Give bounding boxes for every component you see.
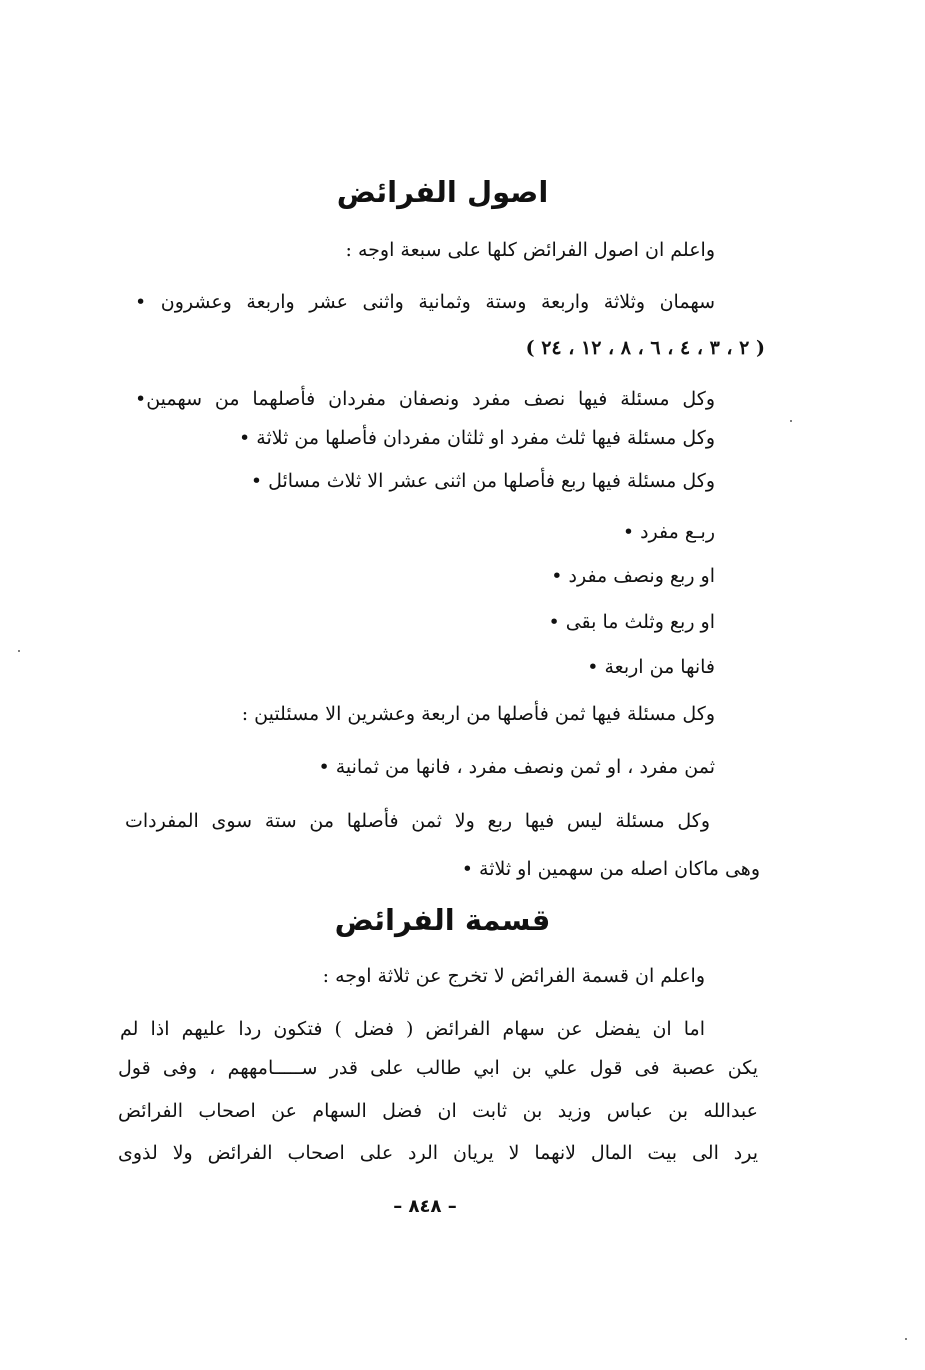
paragraph-line: فانها من اربعة • [587,656,715,678]
scan-speck [790,420,792,422]
section-title-qismat-al-faraid: قسمة الفرائض [334,903,551,937]
paragraph-line: عبدالله بن عباس وزيد بن ثابت ان فضل السهام عن اصحاب الفرائض [118,1100,758,1122]
paragraph-line: وكل مسئلة فيها ثلث مفرد او ثلثان مفردان فأصلها من ثلاثة • [239,427,715,449]
paragraph-line: او ربع وثلث ما بقى • [548,611,715,633]
numbers-line: ( ٢ ، ٣ ، ٤ ، ٦ ، ٨ ، ١٢ ، ٢٤ ) [525,337,765,359]
paragraph-line: واعلم ان اصول الفرائض كلها على سبعة اوجه : [345,239,715,261]
paragraph-line: وهى ماكان اصله من سهمين او ثلاثة • [461,858,760,880]
scan-speck [18,650,20,652]
paragraph-line: وكل مسئلة فيها ثمن فأصلها من اربعة وعشرين الا مسئلتين : [241,703,715,725]
paragraph-line: ربـع مفرد • [622,521,715,543]
paragraph-line: اما ان يفضل عن سهام الفرائض ( فضل ) فتكون ردا عليهم اذا لم [120,1018,705,1040]
paragraph-line: وكل مسئلة فيها نصف مفرد ونصفان مفردان فأصلهما من سهمين• [135,388,715,410]
paragraph-line: او ربع ونصف مفرد • [551,565,715,587]
paragraph-line: وكل مسئلة ليس فيها ربع ولا ثمن فأصلها من ستة سوى المفردات [125,810,710,832]
paragraph-line: يكن عصبة فى قول علي بن ابي طالب على قدر ســـــامههم ، وفى قول [118,1057,758,1079]
paragraph-line: ثمن مفرد ، او ثمن ونصف مفرد ، فانها من ثمانية • [318,756,715,778]
paragraph-line: وكل مسئلة فيها ربع فأصلها من اثنى عشر الا ثلاث مسائل • [250,470,715,492]
section-title-usul-al-faraid: اصول الفرائض [336,175,549,209]
scan-speck [905,1338,907,1340]
paragraph-line: سهمان وثلاثة واربعة وستة وثمانية واثنى عشر واربعة وعشرون • [135,291,715,313]
paragraph-line: واعلم ان قسمة الفرائض لا تخرج عن ثلاثة اوجه : [322,965,705,987]
page-number: – ٨٤٨ – [393,1196,457,1217]
paragraph-line: يرد الى بيت المال لانهما لا يريان الرد على اصحاب الفرائض ولا لذوى [118,1142,758,1164]
